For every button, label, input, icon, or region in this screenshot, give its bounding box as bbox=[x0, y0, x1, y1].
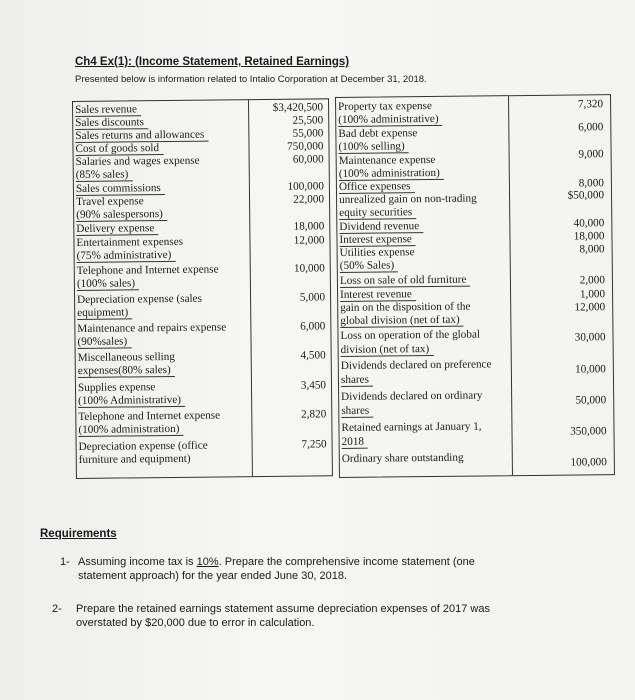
row-value: 100,000 bbox=[570, 456, 607, 469]
row-value: 55,000 bbox=[292, 127, 324, 140]
table-row bbox=[336, 98, 610, 126]
row-value: 30,000 bbox=[574, 331, 606, 344]
row-label-sub: (100% administration) bbox=[339, 168, 444, 182]
row-label: Depreciation expense (office bbox=[78, 439, 208, 453]
table-row bbox=[338, 328, 612, 356]
row-label-sub: shares bbox=[341, 375, 373, 388]
row-label-sub: equipment) bbox=[77, 307, 132, 320]
row-label-sub: 2018 bbox=[342, 437, 369, 450]
row-label: Entertainment expenses bbox=[76, 235, 184, 249]
row-label-sub: (75% administrative) bbox=[77, 250, 176, 263]
requirement-text-part: . Prepare the comprehensive income statement (one bbox=[218, 556, 475, 568]
table-row bbox=[74, 220, 329, 235]
row-value: 100,000 bbox=[287, 180, 324, 193]
requirement-line bbox=[78, 555, 580, 569]
row-label: Travel expense bbox=[75, 195, 144, 208]
row-label: Sales revenue bbox=[75, 104, 141, 117]
requirement-line: Prepare the retained earnings statement assume depreciation expenses of 2017 was bbox=[76, 603, 490, 615]
table-row bbox=[339, 420, 613, 448]
row-label: unrealized gain on non-trading bbox=[339, 192, 477, 206]
row-label: Property tax expense bbox=[338, 99, 432, 113]
row-label: Telephone and Internet expense bbox=[78, 409, 221, 423]
requirement-line: overstated by $20,000 due to error in calculation. bbox=[76, 617, 315, 630]
requirement-item-1 bbox=[60, 555, 580, 584]
page-title: Ch4 Ex(1): (Income Statement, Retained Earnings) bbox=[75, 56, 350, 68]
column-divider bbox=[508, 96, 513, 475]
row-value: 6,000 bbox=[578, 121, 604, 134]
requirement-number: 1- bbox=[60, 556, 70, 568]
row-value: 3,450 bbox=[300, 379, 327, 392]
row-label-sub: global division (net of tax) bbox=[340, 315, 463, 329]
table-row bbox=[74, 180, 329, 195]
row-value: 8,000 bbox=[579, 243, 605, 256]
row-label-sub: (100% administrative) bbox=[338, 114, 442, 128]
row-value: 18,000 bbox=[293, 220, 325, 233]
row-label-sub: furniture and equipment) bbox=[78, 452, 191, 466]
row-label: Delivery expense bbox=[76, 223, 158, 236]
requirement-number: 2- bbox=[52, 603, 62, 615]
row-value: 1,000 bbox=[579, 288, 606, 301]
table-row bbox=[76, 408, 331, 436]
table-row bbox=[77, 438, 332, 466]
row-value: 4,500 bbox=[300, 349, 326, 362]
table-row bbox=[74, 153, 329, 181]
row-value: 10,000 bbox=[293, 262, 325, 275]
row-label-sub: (100% sales) bbox=[77, 278, 139, 291]
row-value: 50,000 bbox=[575, 394, 607, 407]
row-label: Depreciation expense (sales bbox=[77, 292, 203, 306]
row-label-sub: (85% sales) bbox=[76, 169, 133, 182]
row-label: Dividends declared on preference bbox=[340, 358, 492, 372]
row-value: 12,000 bbox=[293, 234, 325, 247]
row-label: Telephone and Internet expense bbox=[76, 263, 219, 277]
row-label: Sales discounts bbox=[75, 117, 148, 130]
row-label-sub: division (net of tax) bbox=[341, 344, 434, 357]
row-value: 750,000 bbox=[287, 140, 324, 153]
row-value: 5,000 bbox=[299, 291, 326, 304]
row-label: Supplies expense bbox=[77, 381, 156, 394]
right-account-table bbox=[335, 94, 615, 478]
row-label: Salaries and wages expense bbox=[75, 154, 200, 168]
tax-rate-highlight: 10% bbox=[196, 556, 219, 568]
row-label: Dividend revenue bbox=[339, 221, 423, 234]
table-row bbox=[73, 127, 328, 142]
row-value: 2,000 bbox=[579, 274, 605, 287]
row-value: 7,320 bbox=[577, 98, 604, 111]
row-value: 25,500 bbox=[292, 114, 324, 127]
row-value: $3,420,500 bbox=[272, 101, 324, 114]
requirement-text bbox=[78, 555, 580, 584]
requirements-heading: Requirements bbox=[40, 528, 117, 540]
requirement-line: statement approach) for the year ended June 30, 2018. bbox=[78, 570, 348, 583]
table-row bbox=[76, 379, 331, 407]
requirement-text-part: Assuming income tax is bbox=[78, 556, 197, 568]
row-value: 2,820 bbox=[301, 408, 327, 421]
table-row bbox=[74, 234, 329, 262]
row-label-sub: (90% salespersons) bbox=[76, 209, 167, 222]
row-value: $50,000 bbox=[567, 189, 605, 202]
row-label: Office expenses bbox=[339, 181, 415, 194]
row-label: Cost of goods sold bbox=[75, 143, 163, 156]
row-label: Retained earnings at January 1, bbox=[341, 420, 482, 434]
row-label: Bad debt expense bbox=[338, 127, 418, 140]
row-label-sub: (50% Sales) bbox=[340, 260, 399, 273]
row-value: 18,000 bbox=[573, 230, 605, 243]
row-value: 22,000 bbox=[293, 193, 325, 206]
row-label: Loss on sale of old furniture bbox=[340, 275, 471, 289]
table-row bbox=[73, 114, 328, 129]
row-label: Dividends declared on ordinary bbox=[341, 389, 483, 403]
row-value: 7,250 bbox=[301, 438, 327, 451]
table-row bbox=[339, 389, 613, 417]
row-label-sub: expenses(80% sales) bbox=[78, 365, 175, 378]
table-row bbox=[337, 148, 611, 180]
column-divider bbox=[248, 100, 253, 476]
intro-text: Presented below is information related to Intalio Corporation at December 31, 2018. bbox=[75, 74, 427, 85]
row-label: Loss on operation of the global bbox=[340, 328, 481, 342]
row-label: Maintenance expense bbox=[338, 153, 436, 167]
row-label: Interest revenue bbox=[340, 289, 416, 302]
row-label: Ordinary share outstanding bbox=[341, 451, 464, 465]
row-value: 12,000 bbox=[574, 301, 606, 314]
row-label-sub: (90%sales) bbox=[77, 336, 131, 349]
table-row bbox=[75, 291, 330, 319]
table-row bbox=[75, 262, 330, 290]
row-label: gain on the disposition of the bbox=[340, 300, 471, 314]
requirement-text bbox=[76, 602, 592, 631]
row-value: 60,000 bbox=[292, 153, 324, 166]
row-label: Utilities expense bbox=[339, 246, 415, 259]
row-label: Maintenance and repairs expense bbox=[77, 321, 227, 335]
requirement-item-2 bbox=[52, 602, 592, 631]
row-label: Sales commissions bbox=[76, 183, 165, 196]
row-value: 10,000 bbox=[575, 363, 606, 376]
table-row bbox=[74, 193, 329, 221]
table-row bbox=[73, 101, 328, 116]
row-value: 9,000 bbox=[578, 148, 604, 161]
row-label-sub: (100% administration) bbox=[78, 424, 183, 438]
table-row bbox=[75, 320, 330, 348]
row-value: 350,000 bbox=[570, 425, 607, 438]
row-label: Interest expense bbox=[339, 234, 416, 247]
row-label-sub: (100% selling) bbox=[338, 141, 408, 154]
table-row bbox=[76, 349, 331, 377]
table-row bbox=[339, 358, 613, 386]
row-value: 8,000 bbox=[578, 177, 604, 190]
row-label: Sales returns and allowances bbox=[75, 130, 208, 144]
table-row bbox=[338, 273, 612, 287]
table-row bbox=[340, 451, 614, 469]
row-label-sub: shares bbox=[341, 406, 373, 419]
row-label-sub: equity securities bbox=[339, 207, 416, 220]
left-account-table bbox=[72, 98, 333, 479]
row-label-sub: (100% Administrative) bbox=[78, 395, 185, 409]
row-value: 40,000 bbox=[573, 217, 605, 230]
row-value: 6,000 bbox=[300, 320, 326, 333]
row-label: Miscellaneous selling bbox=[77, 350, 176, 364]
